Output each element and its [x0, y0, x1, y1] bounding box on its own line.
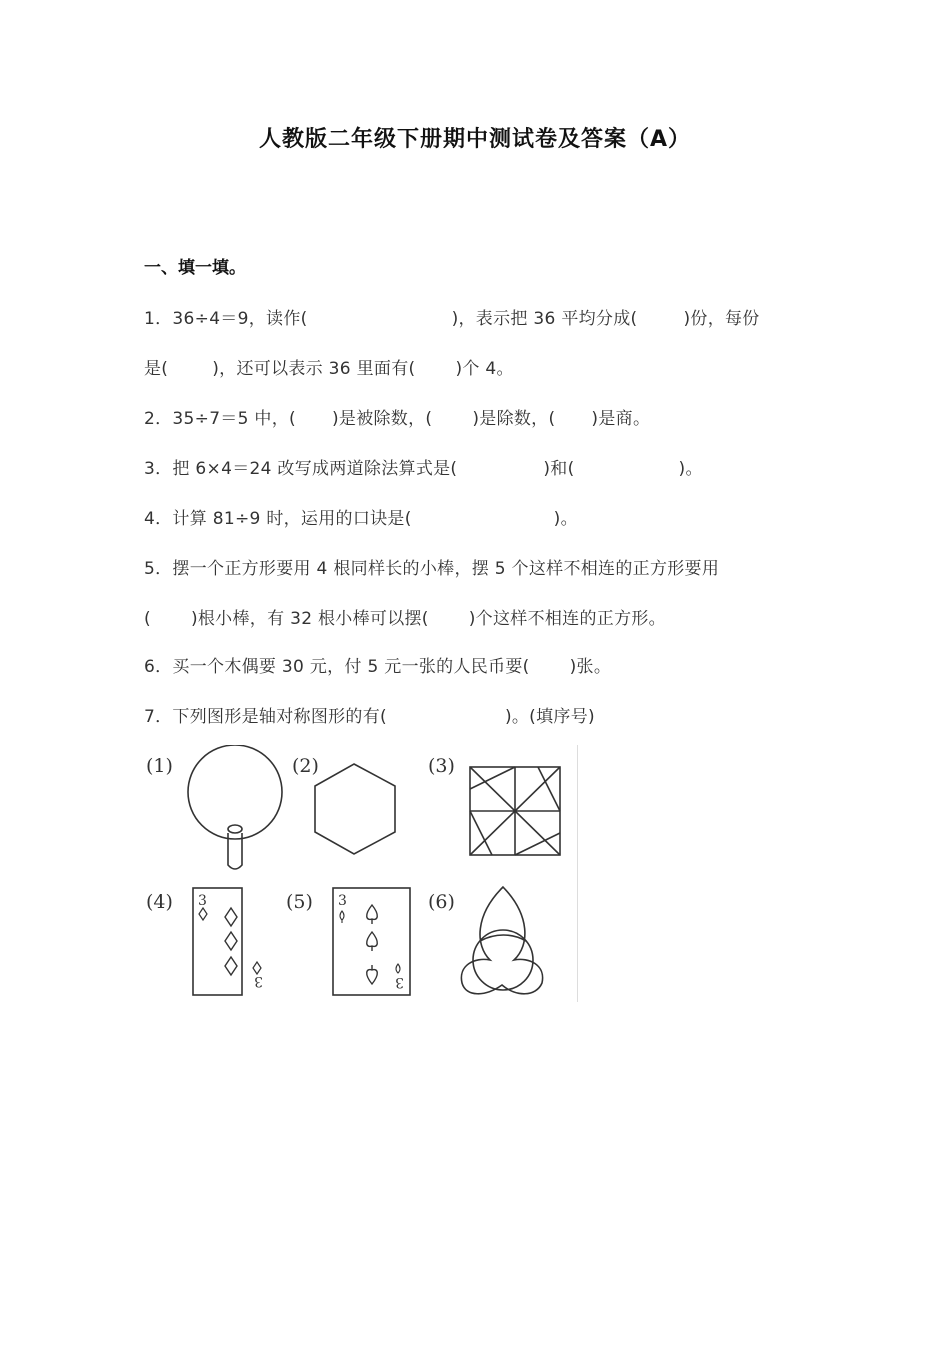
figure-label-1: (1) — [146, 755, 173, 777]
figure-panel — [140, 745, 580, 1003]
question-2 — [144, 404, 650, 429]
q3-text-a: 3．把 6×4＝24 改写成两道除法算式是( — [144, 459, 458, 479]
q5-text-a: 5．摆一个正方形要用 4 根同样长的小棒，摆 5 个这样不相连的正方形要用 — [144, 559, 720, 579]
question-1-line-1 — [144, 304, 760, 329]
q1-text-b: )，表示把 36 平均分成( — [451, 309, 638, 329]
q2-text-b: )是被除数，( — [331, 409, 433, 429]
q2-text-d: )是商。 — [591, 409, 651, 429]
figure-label-5: (5) — [286, 891, 313, 913]
q1-text-c: )份，每份 — [683, 309, 760, 329]
fan-figure — [188, 745, 282, 869]
card-5-rank: 3 — [338, 893, 347, 909]
spade-card-figure — [333, 888, 410, 995]
question-5-line-1 — [144, 554, 719, 579]
figure-label-3: (3) — [428, 755, 455, 777]
q2-text-a: 2．35÷7＝5 中，( — [144, 409, 296, 429]
q7-text-b: )。(填序号) — [504, 707, 595, 727]
q5-text-c: )根小棒，有 32 根小棒可以摆( — [190, 609, 429, 629]
hexagon-figure — [315, 764, 395, 854]
diamond-card-figure — [193, 888, 263, 995]
q5-text-d: )个这样不相连的正方形。 — [468, 609, 666, 629]
card-5-rank-flipped: 3 — [395, 974, 404, 990]
figure-label-4: (4) — [146, 891, 173, 913]
q1-text-f: )个 4。 — [455, 359, 514, 379]
q5-text-b: ( — [144, 609, 151, 629]
figure-label-2: (2) — [292, 755, 319, 777]
q1-text-e: )，还可以表示 36 里面有( — [212, 359, 416, 379]
page-title: 人教版二年级下册期中测试卷及答案（A） — [258, 127, 692, 152]
figure-label-6: (6) — [428, 891, 455, 913]
section-heading: 一、填一填。 — [144, 258, 246, 278]
q2-text-c: )是除数，( — [472, 409, 556, 429]
card-4-rank-flipped: 3 — [254, 973, 263, 989]
question-7 — [144, 702, 595, 727]
q3-text-c: )。 — [678, 459, 703, 479]
question-4 — [144, 504, 578, 529]
q1-text-d: 是( — [144, 359, 169, 379]
q4-text-a: 4．计算 81÷9 时，运用的口诀是( — [144, 509, 412, 529]
q1-text-a: 1．36÷4＝9，读作( — [144, 309, 308, 329]
trefoil-figure — [461, 887, 542, 994]
figure-divider — [577, 745, 578, 1002]
pinwheel-figure — [470, 767, 560, 855]
question-1-line-2 — [144, 354, 514, 379]
question-5-line-2 — [144, 604, 666, 629]
q3-text-b: )和( — [543, 459, 575, 479]
q6-text-b: )张。 — [569, 657, 612, 677]
q6-text-a: 6．买一个木偶要 30 元，付 5 元一张的人民币要( — [144, 657, 530, 677]
question-3 — [144, 454, 703, 479]
q4-text-b: )。 — [553, 509, 578, 529]
question-6 — [144, 652, 611, 677]
card-4-rank: 3 — [198, 893, 207, 909]
q7-text-a: 7．下列图形是轴对称图形的有( — [144, 707, 387, 727]
